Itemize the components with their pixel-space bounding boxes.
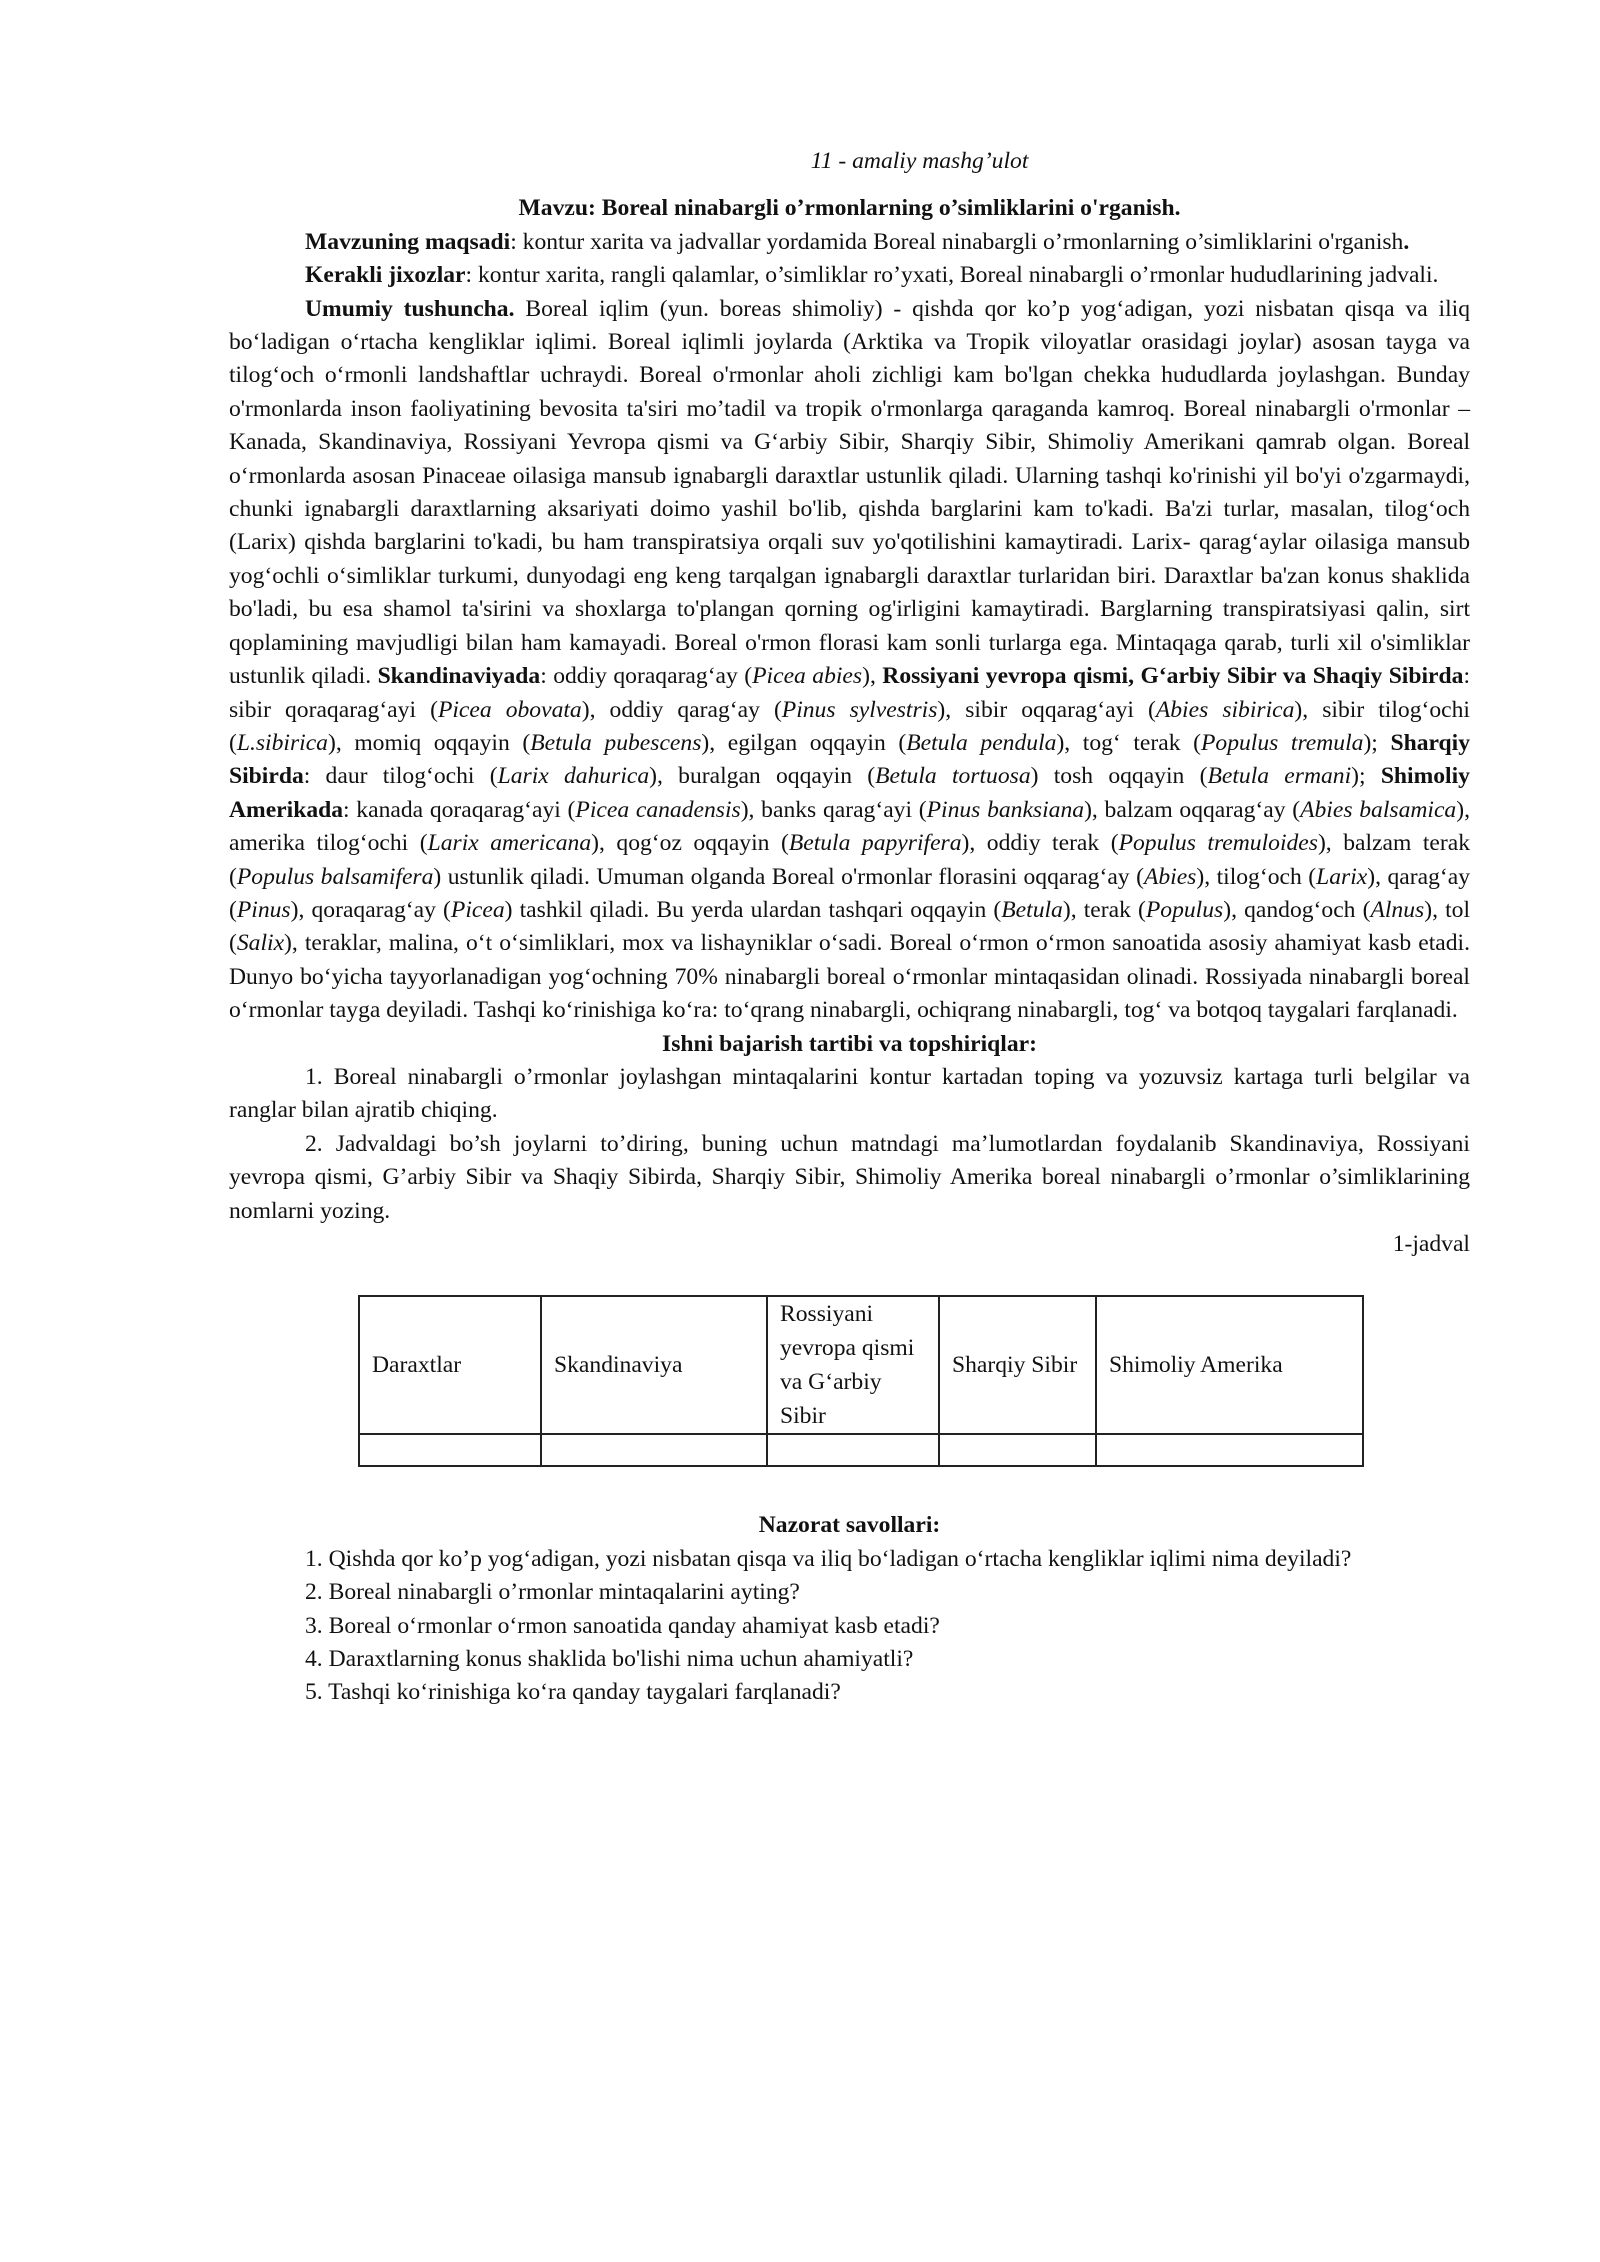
document-page (229, 145, 1470, 1710)
species-name: Picea canadensis (575, 796, 741, 823)
region-label-skandinaviya: Skandinaviyada (377, 663, 541, 690)
concept-text: ) ustunlik qiladi. Umuman olganda Boreal o'rmonlar florasini oqqarag‘ay ( (433, 863, 1144, 890)
species-name: Betula ermani (1207, 763, 1352, 790)
table-cell[interactable] (541, 1434, 767, 1466)
concept-text: ) tosh oqqayin ( (1030, 763, 1208, 790)
species-name: Populus tremula (1200, 729, 1364, 756)
questions-heading-text: Nazorat savollari: (758, 1512, 941, 1539)
table-cell[interactable] (939, 1434, 1096, 1466)
trees-table (358, 1295, 1364, 1467)
goal-end: . (1403, 228, 1410, 255)
species-name: Picea obovata (437, 696, 582, 723)
concept-text: ), banks qarag‘ayi ( (740, 796, 927, 823)
concept-text: ), egilgan oqqayin ( (701, 729, 907, 756)
species-name: Larix dahurica (497, 763, 650, 790)
concept-label: Umumiy tushuncha. (305, 295, 515, 322)
species-name: Abies sibirica (1155, 696, 1295, 723)
concept-text: ), oddiy qarag‘ay ( (581, 696, 782, 723)
section-gap (229, 1467, 1470, 1509)
question-item: 2. Boreal ninabargli o’rmonlar mintaqalarini ayting? (305, 1579, 800, 1606)
concept-text: ), sibir oqqarag‘ayi ( (937, 696, 1156, 723)
concept-text: ), balzam terak ( (229, 830, 1471, 890)
goal-paragraph (229, 226, 1470, 259)
task-item: 1. Boreal ninabargli o’rmonlar joylashgan mintaqalarini kontur kartadan toping va yozuvsiz kartaga turli belgilar va ranglar bilan ajratib chiqing. (229, 1063, 1470, 1124)
species-name: Populus tremuloides (1118, 830, 1318, 857)
species-name: Pinus banksiana (926, 796, 1085, 823)
species-name: Betula tortuosa (875, 763, 1031, 790)
table-cell[interactable] (359, 1434, 541, 1466)
species-name: Salix (236, 930, 285, 957)
tools-paragraph (229, 259, 1470, 292)
table-caption: 1-jadval (1392, 1231, 1470, 1257)
species-name: Betula (1001, 896, 1063, 923)
tools-text: : kontur xarita, rangli qalamlar, o’simliklar ro’yxati, Boreal ninabargli o’rmonlar hududlarining jadvali. (465, 262, 1439, 289)
table-header-cell: Sharqiy Sibir (939, 1296, 1096, 1434)
species-name: L.sibirica (236, 729, 328, 756)
species-name: Abies balsamica (1300, 796, 1457, 823)
species-name: Picea (450, 896, 505, 923)
concept-text: ), buralgan oqqayin ( (649, 763, 876, 790)
concept-text: ), tol ( (229, 896, 1471, 957)
concept-text: ), qog‘oz oqqayin ( (591, 830, 789, 857)
concept-text: ), terak ( (1062, 896, 1146, 923)
concept-text: ) tashkil qiladi. Bu yerda ulardan tashqari oqqayin ( (504, 896, 1002, 923)
tasks-heading (229, 1028, 1470, 1061)
concept-text: ), sibir tilog‘ochi ( (229, 696, 1470, 756)
table-cell[interactable] (1096, 1434, 1363, 1466)
species-name: Betula pubescens (530, 729, 702, 756)
goal-text: : kontur xarita va jadvallar yordamida Boreal ninabargli o’rmonlarning o’simliklarini o'rganish (510, 228, 1404, 255)
concept-text: ), tilog‘och ( (1196, 863, 1317, 890)
concept-text: : kanada qoraqarag‘ayi ( (343, 796, 576, 823)
concept-text: ); (1351, 763, 1381, 790)
species-name: Populus (1145, 896, 1224, 923)
questions-heading (229, 1509, 1470, 1542)
concept-text: ), qandog‘och ( (1223, 896, 1371, 923)
region-label-sharqiy-sibir: Sharqiy Sibirda (229, 729, 1471, 790)
question-item: 3. Boreal o‘rmonlar o‘rmon sanoatida qanday ahamiyat kasb etadi? (305, 1612, 940, 1639)
question-item: 5. Tashqi ko‘rinishiga ko‘ra qanday taygalari farqlanadi? (305, 1679, 841, 1706)
species-name: Populus balsamifera (236, 863, 434, 890)
region-label-shimoliy-amerika: Shimoliy Amerikada (229, 763, 1470, 823)
region-label-rossiya: Rossiyani yevropa qismi, G‘arbiy Sibir va Shaqiy Sibirda (882, 663, 1464, 690)
goal-label: Mavzuning maqsadi (305, 228, 511, 255)
question-item: 1. Qishda qor ko’p yog‘adigan, yozi nisbatan qisqa va iliq bo‘ladigan o‘rtacha kengliklar iqlimi nima deyiladi? (305, 1545, 1352, 1572)
concept-text: ), amerika tilog‘ochi ( (229, 796, 1470, 857)
species-name: Betula papyrifera (788, 830, 962, 857)
table-header-cell: Skandinaviya (541, 1296, 767, 1434)
concept-text: ), teraklar, malina, o‘t o‘simliklari, mox va lishayniklar o‘sadi. Boreal o‘rmon o‘rmon sanoatida asosiy ahamiyat kasb etadi. Dunyo bo‘yicha tayyorlanadigan yog‘ochning 70% ninabargli boreal o‘rmonlar mintaqasidan olinadi. Rossiyada ninabargli boreal o‘rmonlar tayga deyiladi. Tashqi ko‘rinishiga ko‘ra: to‘qrang ninabargli, ochiqrang ninabargli, tog‘ va botqoq taygalari farqlanadi. (229, 930, 1470, 1024)
concept-text: ); (1363, 729, 1391, 756)
concept-paragraph (229, 293, 1470, 1028)
table-header-row (359, 1296, 1363, 1434)
species-name: Alnus (1370, 896, 1425, 923)
question-item: 4. Daraxtlarning konus shaklida bo'lishi nima uchun ahamiyatli? (305, 1646, 914, 1673)
concept-text: Boreal iqlim (yun. boreas shimoliy) - qishda qor ko’p yog‘adigan, yozi nisbatan qisqa va iliq bo‘ladigan o‘rtacha kengliklar iqlimi. Boreal iqlimli joylarda (Arktika va Tropik viloyatlar orasidagi joylar) asosan tayga va tilog‘och o‘rmonli landshaftlar uchraydi. Boreal o'rmonlar aholi zichligi kam bo'lgan chekka hududlarda joylashgan. Bunday o'rmonlarda inson faoliyatining bevosita ta'siri mo’tadil va tropik o'rmonlarga qaraganda kamroq. Boreal ninabargli o'rmonlar – Kanada, Skandinaviya, Rossiyani Yevropa qismi va G‘arbiy Sibir, Sharqiy Sibir, Shimoliy Amerikani qamrab olgan. Boreal o‘rmonlarda asosan Pinaceae oilasiga mansub ignabargli daraxtlar ustunlik qiladi. Ularning tashqi ko'rinishi yil bo'yi o'zgarmaydi, chunki ignabargli daraxtlarning aksariyati doimo yashil bo'lib, qishda barglarini kam to'kadi. Ba'zi turlar, masalan, tilog‘och (Larix) qishda barglarini to'kadi, bu ham transpiratsiya orqali suv yo'qotilishini kamaytiradi. Larix- qarag‘aylar oilasiga mansub yog‘ochli o‘simliklar turkumi, dunyodagi eng keng tarqalgan ignabargli daraxtlar turlaridan biri. Daraxtlar ba'zan konus shaklida bo'ladi, bu esa shamol ta'sirini va shoxlarga to'plangan qorning og'irligini kamaytiradi. Barglarning transpiratsiyasi qalin, sirt qoplamining mavjudligi bilan ham kamayadi. Boreal o'rmon florasi kam sonli turlarga ega. Mintaqaga qarab, turli xil o'simliklar ustunlik qiladi. (229, 295, 1470, 690)
table-header-cell: Daraxtlar (359, 1296, 541, 1434)
concept-text: ), tog‘ terak ( (1056, 729, 1201, 756)
table-cell[interactable] (767, 1434, 939, 1466)
species-name: Abies (1143, 863, 1197, 890)
concept-text: : daur tilog‘ochi ( (303, 763, 498, 790)
task-item: 2. Jadvaldagi bo’sh joylarni to’diring, buning uchun matndagi ma’lumotlardan foydalanib Skandinaviya, Rossiyani yevropa qismi, G’arbiy Sibir va Shaqiy Sibirda, Sharqiy Sibir, Shimoliy Amerika boreal ninabargli o’rmonlar o’simliklarining nomlarni yozing. (229, 1130, 1470, 1224)
species-name: Larix americana (427, 830, 592, 857)
species-name: Pinus (236, 896, 291, 923)
tools-label: Kerakli jixozlar (305, 262, 466, 289)
concept-text: ), oddiy terak ( (961, 830, 1119, 857)
concept-text: : sibir qoraqarag‘ayi ( (229, 663, 1470, 723)
concept-text: ), qoraqarag‘ay ( (290, 896, 451, 923)
species-name: Picea abies (752, 663, 863, 690)
table-header-cell: Rossiyani yevropa qismi va G‘arbiy Sibir (767, 1296, 939, 1434)
concept-text: : oddiy qoraqarag‘ay ( (540, 663, 753, 690)
species-name: Larix (1316, 863, 1368, 890)
species-name: Pinus sylvestris (781, 696, 938, 723)
species-name: Betula pendula (906, 729, 1057, 756)
lesson-title: 11 - amaliy mashg’ulot (810, 148, 1029, 174)
topic-text: Mavzu: Boreal ninabargli o’rmonlarning o’simliklarini o'rganish. (518, 195, 1181, 222)
concept-text: ), momiq oqqayin ( (327, 729, 531, 756)
concept-text: ), qarag‘ay ( (229, 863, 1471, 923)
concept-text: ), balzam oqqarag‘ay ( (1084, 796, 1301, 823)
table-row (359, 1434, 1363, 1466)
table-header-cell: Shimoliy Amerika (1096, 1296, 1363, 1434)
topic-heading (229, 192, 1470, 225)
tasks-heading-text: Ishni bajarish tartibi va topshiriqlar: (662, 1030, 1037, 1057)
concept-text: ), (862, 663, 883, 690)
